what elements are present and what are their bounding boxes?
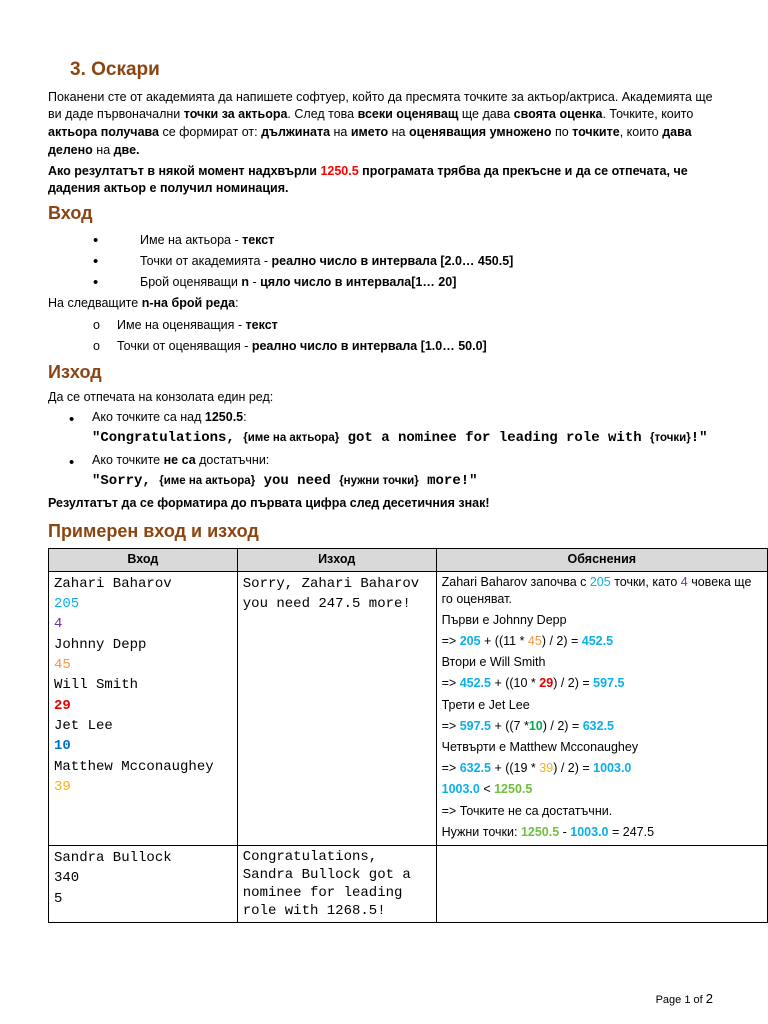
example-output-cell: Congratulations, Sandra Bullock got a nominee for leading role with 1268.5! <box>237 846 436 923</box>
list-item: • Точки от академията - реално число в интервала [2.0… 450.5] <box>48 251 720 272</box>
list-item: o Точки от оценяващия - реално число в интервала [1.0… 50.0] <box>48 336 720 357</box>
column-header: Обяснения <box>436 548 767 571</box>
output-case-1: • Ако точките са над 1250.5: <box>48 409 720 427</box>
output-code-1: "Congratulations, {име на актьора} got a nominee for leading role with {точки}!" <box>92 430 708 447</box>
format-note: Резултатът да се форматира до първата цифра след десетичния знак! <box>48 495 490 510</box>
list-item: • Име на актьора - текст <box>48 230 720 251</box>
input-list <box>48 230 720 293</box>
list-item: o Име на оценяващия - текст <box>48 315 720 336</box>
example-input-cell: Sandra Bullock 340 5 <box>49 846 238 923</box>
output-heading: Изход <box>48 362 102 383</box>
example-explanation-cell: Zahari Baharov започва с 205 точки, като 4 човека ще го оценяват. Първи е Johnny Depp => 205 + ((11 * 45) / 2) = 452.5 Втори е Will Smith => 452.5 + ((10 * 29) / 2) = 597.5 Трети е Jet Lee => 597.5 + ((7 *10) / 2) = 632.5 Четвърти е Matthew Mcconaughey => 632.5 + ((19 * 39) / 2) = 1003.0 1003.0 < 1250.5 => Точките не са достатъчни. Нужни точки: 1250.5 - 1003.0 = 247.5 <box>436 571 767 845</box>
limit-paragraph: Ако резултатът в някой момент надхвърли 1250.5 програмата трябва да прекъсне и да се отпечата, че дадения актьор е получил номинация. <box>48 163 688 196</box>
intro-paragraph: Поканени сте от академията да напишете софтуер, който да пресмята точките за актьор/актриса. Академията ще ви даде първоначални точки за актьора. След това всеки оценяващ ще дава своята оценка. Точките, които актьора получава се формират от: дължината на името на оценяващия умножено по точките, които дава делено на две. <box>48 89 713 157</box>
examples-table <box>48 548 768 923</box>
example-input-cell: Zahari Baharov 205 4 Johnny Depp 45 Will Smith 29 Jet Lee 10 Matthew Mcconaughey 39 <box>49 571 238 845</box>
table-header-row <box>49 548 768 571</box>
table-row <box>49 846 768 923</box>
output-case-2: • Ако точките не са достатъчни: <box>48 452 720 470</box>
example-explanation-cell <box>436 846 767 923</box>
column-header: Вход <box>49 548 238 571</box>
page-title: 3. Оскари <box>70 59 160 80</box>
next-lines-text: На следващите n-на брой реда: <box>48 295 239 310</box>
document-page <box>48 58 752 923</box>
output-line: Да се отпечата на конзолата един ред: <box>48 389 274 404</box>
output-code-2: "Sorry, {име на актьора} you need {нужни точки} more!" <box>92 472 478 489</box>
example-output-cell: Sorry, Zahari Baharov you need 247.5 more! <box>237 571 436 845</box>
column-header: Изход <box>237 548 436 571</box>
page-number: Page 1 of 2 <box>655 991 713 1006</box>
list-item: • Брой оценяващи n - цяло число в интервала[1… 20] <box>48 272 720 293</box>
examples-heading: Примерен вход и изход <box>48 521 259 542</box>
input-heading: Вход <box>48 203 93 224</box>
input-sub-list <box>48 315 720 357</box>
table-row <box>49 571 768 845</box>
